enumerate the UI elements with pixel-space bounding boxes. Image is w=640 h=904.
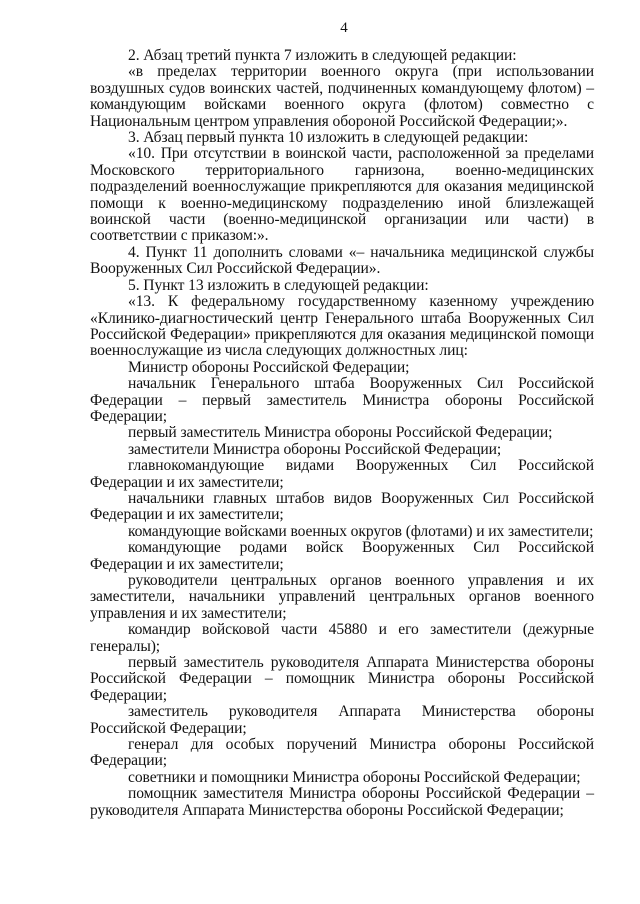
paragraph: советники и помощники Министра обороны Российской Федерации; (128, 768, 581, 786)
paragraph: начальник Генерального штаба Вооруженных Сил Российской Федерации – первый заместитель Министра обороны Российской Федерации; (90, 375, 594, 425)
paragraph: первый заместитель Министра обороны Российской Федерации; (128, 424, 553, 442)
paragraph: командир войсковой части 45880 и его заместители (дежурные генералы); (90, 621, 594, 655)
paragraph: 2. Абзац третий пункта 7 изложить в следующей редакции: (128, 47, 517, 64)
paragraph: «в пределах территории военного округа (при использовании воздушных судов воинских частей, подчиненных командующему флотом) – командующим войсками военного округа (флотом) совместно с Национальным центром управления обороной Российской Федерации;». (90, 63, 594, 130)
paragraph: «10. При отсутствии в воинской части, расположенной за пределами Московского территориального гарнизона, военно-медицинских подразделений военнослужащие прикрепляются для оказания медицинской помощи к военно-медицинскому подразделению иной близлежащей воинской части (военно-медицинской организации или части) в соответствии с приказом:». (90, 145, 594, 245)
paragraph: командующие войсками военных округов (флотами) и их заместители; (128, 522, 594, 540)
paragraph: начальники главных штабов видов Вооруженных Сил Российской Федерации и их заместители; (90, 489, 594, 524)
paragraph: «13. К федеральному государственному казенному учреждению «Клинико-диагностический центр Генерального штаба Вооруженных Сил Российской Федерации» прикрепляются для оказания медицинской помощи военнослужащие из числа следующих должностных лиц: (90, 293, 594, 360)
paragraph: 4. Пункт 11 дополнить словами «– начальника медицинской службы Вооруженных Сил Российской Федерации». (90, 243, 594, 278)
paragraph: помощник заместителя Министра обороны Российской Федерации – руководителя Аппарата Министерства обороны Российской Федерации; (90, 785, 594, 819)
document-body (90, 48, 594, 819)
paragraph: командующие родами войск Вооруженных Сил Российской Федерации и их заместители; (90, 539, 594, 573)
paragraph: генерал для особых поручений Министра обороны Российской Федерации; (90, 736, 594, 770)
paragraph: заместитель руководителя Аппарата Министерства обороны Российской Федерации; (90, 703, 594, 737)
paragraph: 5. Пункт 13 изложить в следующей редакции: (128, 276, 429, 294)
paragraph: главнокомандующие видами Вооруженных Сил Российской Федерации и их заместители; (90, 457, 594, 491)
paragraph: первый заместитель руководителя Аппарата Министерства обороны Российской Федерации – помощник Министра обороны Российской Федерации; (90, 654, 594, 704)
paragraph: Министр обороны Российской Федерации; (128, 358, 410, 376)
paragraph: руководители центральных органов военного управления и их заместители, начальники управлений центральных органов военного управления и их заместители; (90, 572, 594, 622)
paragraph: заместители Министра обороны Российской Федерации; (128, 440, 502, 458)
page-number: 4 (340, 20, 348, 36)
paragraph: 3. Абзац первый пункта 10 изложить в следующей редакции: (128, 129, 529, 147)
